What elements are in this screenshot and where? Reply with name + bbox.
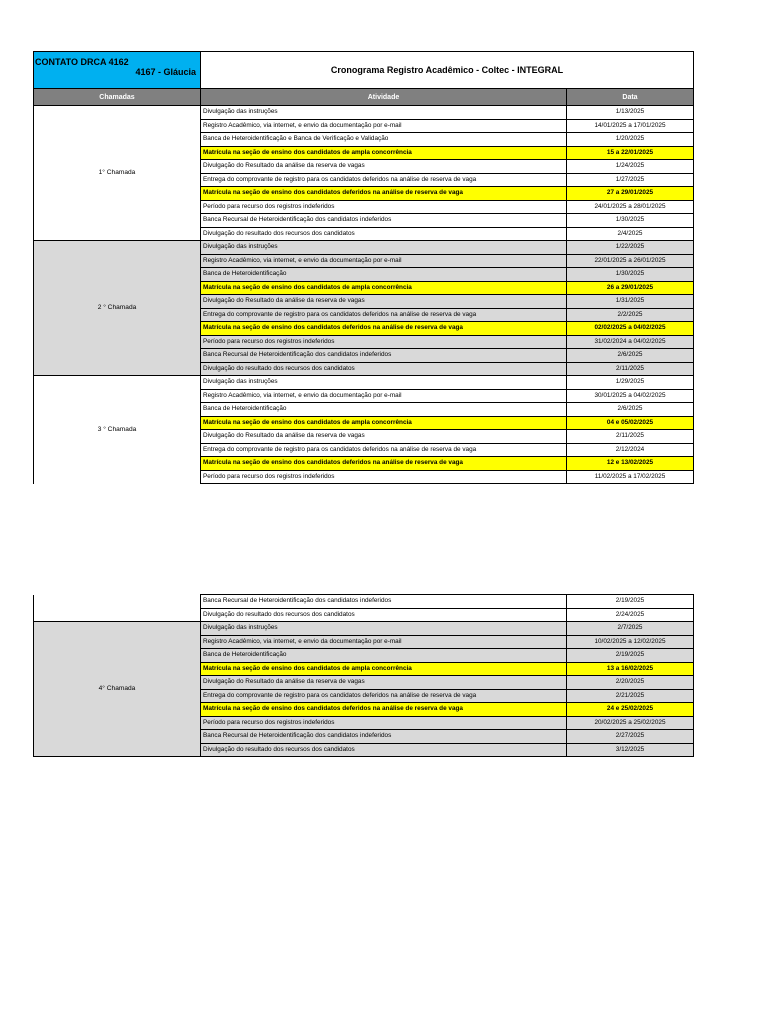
activity-cell: Entrega do comprovante de registro para os candidatos deferidos na análise de reserva de vaga (201, 308, 567, 322)
activity-cell: Divulgação das instruções (201, 106, 567, 120)
date-cell: 2/2/2025 (567, 308, 694, 322)
table-row (34, 106, 694, 120)
activity-cell: Divulgação do resultado dos recursos dos candidatos (201, 608, 567, 622)
date-cell: 2/27/2025 (567, 730, 694, 744)
activity-cell: Banca de Heteroidentificação (201, 649, 567, 663)
date-cell: 14/01/2025 a 17/01/2025 (567, 119, 694, 133)
activity-cell: Divulgação das instruções (201, 622, 567, 636)
activity-cell: Divulgação do Resultado da análise da reserva de vagas (201, 430, 567, 444)
table-row (34, 241, 694, 255)
date-cell: 2/21/2025 (567, 689, 694, 703)
date-cell: 3/12/2025 (567, 743, 694, 757)
chamada-label: 4° Chamada (34, 622, 201, 757)
table-row (34, 376, 694, 390)
date-cell: 1/24/2025 (567, 160, 694, 174)
date-cell: 24/01/2025 a 28/01/2025 (567, 200, 694, 214)
date-cell: 30/01/2025 a 04/02/2025 (567, 389, 694, 403)
date-cell: 2/6/2025 (567, 403, 694, 417)
date-cell: 2/7/2025 (567, 622, 694, 636)
date-cell: 20/02/2025 a 25/02/2025 (567, 716, 694, 730)
activity-cell: Entrega do comprovante de registro para os candidatos deferidos na análise de reserva de vaga (201, 173, 567, 187)
date-cell: 31/02/2024 a 04/02/2025 (567, 335, 694, 349)
date-cell: 2/20/2025 (567, 676, 694, 690)
date-cell: 15 a 22/01/2025 (567, 146, 694, 160)
schedule-table-page-1 (33, 105, 694, 484)
activity-cell: Banca de Heteroidentificação e Banca de Verificação e Validação (201, 133, 567, 147)
date-cell: 1/20/2025 (567, 133, 694, 147)
chamada-label: 3 ° Chamada (34, 376, 201, 484)
table-row (34, 595, 694, 609)
activity-cell: Divulgação do resultado dos recursos dos candidatos (201, 227, 567, 241)
contact-line-1: CONTATO DRCA 4162 (35, 57, 129, 67)
column-header-row (34, 89, 694, 106)
date-cell: 2/11/2025 (567, 430, 694, 444)
activity-cell: Matrícula na seção de ensino dos candidatos deferidos na análise de reserva de vaga (201, 187, 567, 201)
activity-cell: Divulgação das instruções (201, 241, 567, 255)
page-title: Cronograma Registro Acadêmico - Coltec - INTEGRAL (201, 52, 694, 89)
activity-cell: Banca Recursal de Heteroidentificação dos candidatos indeferidos (201, 730, 567, 744)
activity-cell: Matrícula na seção de ensino dos candidatos deferidos na análise de reserva de vaga (201, 322, 567, 336)
activity-cell: Matrícula na seção de ensino dos candidatos deferidos na análise de reserva de vaga (201, 457, 567, 471)
schedule-table-page-2 (33, 594, 694, 757)
activity-cell: Registro Acadêmico, via internet, e envio da documentação por e-mail (201, 389, 567, 403)
date-cell: 1/31/2025 (567, 295, 694, 309)
chamada-continuation-cell (34, 595, 201, 622)
activity-cell: Registro Acadêmico, via internet, e envio da documentação por e-mail (201, 119, 567, 133)
activity-cell: Matrícula na seção de ensino dos candidatos de ampla concorrência (201, 662, 567, 676)
activity-cell: Período para recurso dos registros indeferidos (201, 335, 567, 349)
activity-cell: Período para recurso dos registros indeferidos (201, 470, 567, 484)
date-cell: 1/13/2025 (567, 106, 694, 120)
date-cell: 2/12/2024 (567, 443, 694, 457)
date-cell: 2/6/2025 (567, 349, 694, 363)
date-cell: 1/29/2025 (567, 376, 694, 390)
table-row (34, 622, 694, 636)
activity-cell: Banca Recursal de Heteroidentificação dos candidatos indeferidos (201, 349, 567, 363)
activity-cell: Registro Acadêmico, via internet, e envio da documentação por e-mail (201, 635, 567, 649)
column-header-atividade: Atividade (201, 89, 567, 106)
date-cell: 27 a 29/01/2025 (567, 187, 694, 201)
date-cell: 2/4/2025 (567, 227, 694, 241)
date-cell: 1/30/2025 (567, 268, 694, 282)
date-cell: 22/01/2025 a 26/01/2025 (567, 254, 694, 268)
date-cell: 10/02/2025 a 12/02/2025 (567, 635, 694, 649)
activity-cell: Entrega do comprovante de registro para os candidatos deferidos na análise de reserva de vaga (201, 443, 567, 457)
activity-cell: Divulgação do Resultado da análise da reserva de vagas (201, 295, 567, 309)
date-cell: 12 e 13/02/2025 (567, 457, 694, 471)
activity-cell: Banca de Heteroidentificação (201, 268, 567, 282)
activity-cell: Período para recurso dos registros indeferidos (201, 200, 567, 214)
sheet-header (33, 51, 694, 106)
date-cell: 2/24/2025 (567, 608, 694, 622)
activity-cell: Registro Acadêmico, via internet, e envio da documentação por e-mail (201, 254, 567, 268)
activity-cell: Entrega do comprovante de registro para os candidatos deferidos na análise de reserva de vaga (201, 689, 567, 703)
activity-cell: Matrícula na seção de ensino dos candidatos de ampla concorrência (201, 281, 567, 295)
date-cell: 1/27/2025 (567, 173, 694, 187)
date-cell: 11/02/2025 a 17/02/2025 (567, 470, 694, 484)
date-cell: 1/22/2025 (567, 241, 694, 255)
activity-cell: Período para recurso dos registros indeferidos (201, 716, 567, 730)
activity-cell: Divulgação do resultado dos recursos dos candidatos (201, 362, 567, 376)
activity-cell: Divulgação do resultado dos recursos dos candidatos (201, 743, 567, 757)
date-cell: 1/30/2025 (567, 214, 694, 228)
date-cell: 04 e 05/02/2025 (567, 416, 694, 430)
contact-line-2: 4167 - Gláucia (135, 67, 196, 77)
activity-cell: Divulgação das instruções (201, 376, 567, 390)
date-cell: 13 a 16/02/2025 (567, 662, 694, 676)
date-cell: 24 e 25/02/2025 (567, 703, 694, 717)
column-header-data: Data (567, 89, 694, 106)
chamada-label: 1° Chamada (34, 106, 201, 241)
activity-cell: Banca Recursal de Heteroidentificação dos candidatos indeferidos (201, 595, 567, 609)
activity-cell: Matrícula na seção de ensino dos candidatos de ampla concorrência (201, 146, 567, 160)
column-header-chamadas: Chamadas (34, 89, 201, 106)
chamada-label: 2 ° Chamada (34, 241, 201, 376)
date-cell: 02/02/2025 a 04/02/2025 (567, 322, 694, 336)
date-cell: 2/19/2025 (567, 649, 694, 663)
date-cell: 2/19/2025 (567, 595, 694, 609)
contact-cell (34, 52, 201, 89)
activity-cell: Banca Recursal de Heteroidentificação dos candidatos indeferidos (201, 214, 567, 228)
date-cell: 26 a 29/01/2025 (567, 281, 694, 295)
activity-cell: Matrícula na seção de ensino dos candidatos deferidos na análise de reserva de vaga (201, 703, 567, 717)
activity-cell: Banca de Heteroidentificação (201, 403, 567, 417)
date-cell: 2/11/2025 (567, 362, 694, 376)
activity-cell: Matrícula na seção de ensino dos candidatos de ampla concorrência (201, 416, 567, 430)
activity-cell: Divulgação do Resultado da análise da reserva de vagas (201, 676, 567, 690)
activity-cell: Divulgação do Resultado da análise da reserva de vagas (201, 160, 567, 174)
